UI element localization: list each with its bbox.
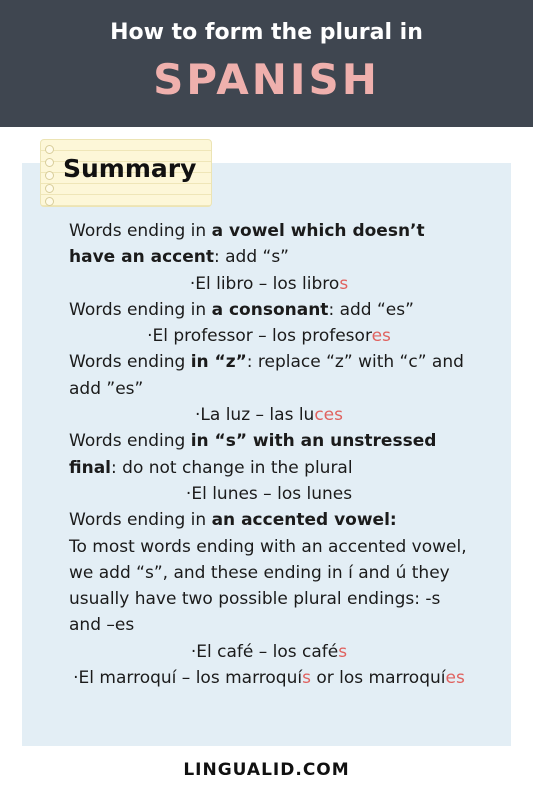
header-banner [0,0,533,127]
plural-ending: ces [314,405,343,426]
rule-accented: Words ending in an accented vowel: [69,510,397,531]
header-title: SPANISH [153,55,380,104]
note-ring-holes [45,145,55,210]
rule-z-key: in “z” [190,352,247,373]
rule-accented-body: To most words ending with an accented vowel, we add “s”, and these ending in í and ú they usually have two possible plural endings: -s and –es [69,536,467,636]
rule-consonant: Words ending in a consonant: add “es” [69,299,414,320]
rule-consonant-key: a consonant [211,299,329,320]
example-profesor: ·El professor – los profesores [147,326,391,347]
plural-ending: s [339,273,349,294]
rule-z: Words ending in “z”: replace “z” with “c” and add ”es” [69,352,464,399]
rules-content [69,218,469,691]
summary-title: Summary [63,154,197,183]
rule-s: Words ending in “s” with an unstressed final: do not change in the plural [69,431,437,478]
example-cafe: ·El café – los cafés [190,641,348,662]
rule-s-key: in “s” with an unstressed final [69,431,437,478]
rule-accented-key: an accented vowel: [211,510,397,531]
example-marroqui: ·El marroquí – los marroquís or los marroquíes [73,668,465,689]
rule-vowel-key: a vowel which doesn’t have an accent [69,221,425,268]
header-subtitle: How to form the plural in [110,20,423,45]
example-luz: ·La luz – las luces [195,405,343,426]
plural-ending: s [338,641,348,662]
plural-ending: es [371,326,391,347]
example-lunes: ·El lunes – los lunes [185,483,353,504]
site-footer: LINGUALID.COM [183,760,350,780]
summary-note-card [40,139,212,207]
example-libro: ·El libro – los libros [189,273,349,294]
rule-vowel: Words ending in a vowel which doesn’t have an accent: add “s” [69,221,425,268]
plural-ending: s [302,668,311,689]
plural-ending: es [445,668,465,689]
